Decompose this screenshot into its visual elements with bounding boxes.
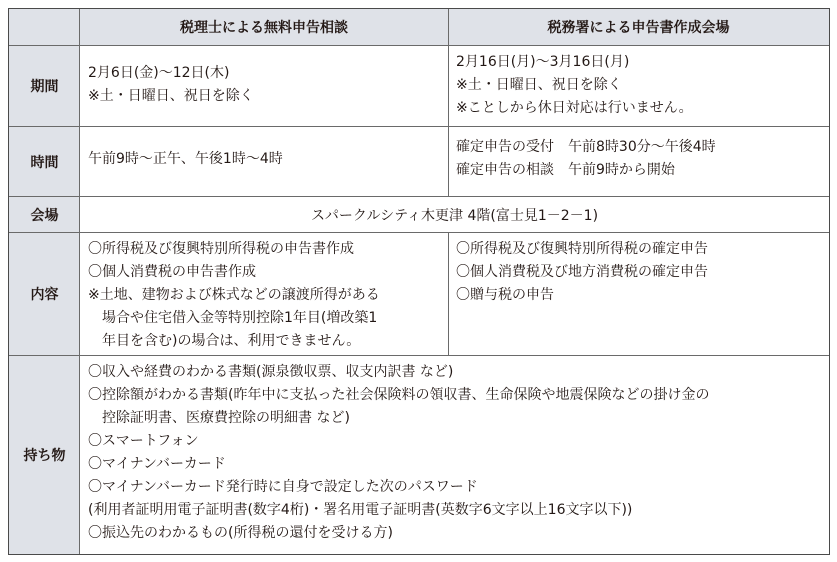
period-col2-line: 2月16日(月)～3月16日(月) xyxy=(456,54,630,70)
period-col2 xyxy=(448,51,829,125)
row-label-period: 期間 xyxy=(9,46,80,126)
period-col2-line: ※土・日曜日、祝日を除く xyxy=(456,77,622,93)
items-line: 〇収入や経費のわかる書類(源泉徴収票、収支内訳書 など) xyxy=(88,364,454,380)
items-line: 控除証明書、医療費控除の明細書 など) xyxy=(102,410,350,426)
row-label-time: 時間 xyxy=(9,127,80,196)
period-col2-line: ※ことしから休日対応は行いません。 xyxy=(456,100,693,116)
row-label-venue: 会場 xyxy=(9,197,80,232)
divider-after-venue xyxy=(9,232,829,233)
row-label-items: 持ち物 xyxy=(9,356,80,554)
period-col1 xyxy=(80,62,448,124)
items-line: 〇スマートフォン xyxy=(88,433,199,449)
divider-after-header xyxy=(9,45,829,46)
content-col1-line: 〇所得税及び復興特別所得税の申告書作成 xyxy=(88,241,354,257)
content-col1-line: 〇個人消費税の申告書作成 xyxy=(88,264,256,280)
divider-after-content xyxy=(9,355,829,356)
header-tax-office-venue: 税務署による申告書作成会場 xyxy=(448,9,829,45)
divider-label-column xyxy=(79,9,80,554)
divider-top-middle xyxy=(448,9,449,197)
items-line: 〇振込先のわかるもの(所得税の還付を受ける方) xyxy=(88,525,393,541)
items-list xyxy=(80,361,829,551)
divider-after-time xyxy=(9,196,829,197)
content-col2-line: 〇所得税及び復興特別所得税の確定申告 xyxy=(456,241,708,257)
items-line: 〇マイナンバーカード xyxy=(88,456,226,472)
time-col1 xyxy=(80,148,448,178)
period-col1-line: 2月6日(金)～12日(木) xyxy=(88,65,230,81)
venue-text: スパークルシティ木更津 4階(富士見1－2－1) xyxy=(310,207,599,224)
content-col2-line: 〇個人消費税及び地方消費税の確定申告 xyxy=(456,264,708,280)
divider-content-middle xyxy=(448,233,449,355)
corner-header-cell xyxy=(9,9,80,45)
content-col1-line: 年目を含む)の場合は、利用できません。 xyxy=(102,333,361,349)
content-col2 xyxy=(448,238,829,354)
items-line: (利用者証明用電子証明書(数字4桁)・署名用電子証明書(英数字6文字以上16文字以下)) xyxy=(88,502,633,518)
items-line: 〇マイナンバーカード発行時に自身で設定した次のパスワード xyxy=(88,479,478,495)
content-col1-line: 場合や住宅借入金等特別控除1年目(増改築1 xyxy=(102,310,378,326)
time-col2 xyxy=(448,136,829,188)
items-line: 〇控除額がわかる書類(昨年中に支払った社会保険料の領収書、生命保険や地震保険などの掛け金の xyxy=(88,387,710,403)
content-col1 xyxy=(80,238,448,354)
content-col1-line: ※土地、建物および株式などの譲渡所得がある xyxy=(88,287,380,303)
period-col1-line: ※土・日曜日、祝日を除く xyxy=(88,88,254,104)
time-col2-line: 確定申告の受付 午前8時30分～午後4時 xyxy=(456,139,716,155)
tax-consultation-table xyxy=(8,8,830,555)
time-col1-line: 午前9時～正午、午後1時～4時 xyxy=(88,151,283,167)
header-free-consultation: 税理士による無料申告相談 xyxy=(80,9,448,45)
divider-after-period xyxy=(9,126,829,127)
time-col2-line: 確定申告の相談 午前9時から開始 xyxy=(456,162,675,178)
row-label-content: 内容 xyxy=(9,233,80,355)
content-col2-line: 〇贈与税の申告 xyxy=(456,287,554,303)
